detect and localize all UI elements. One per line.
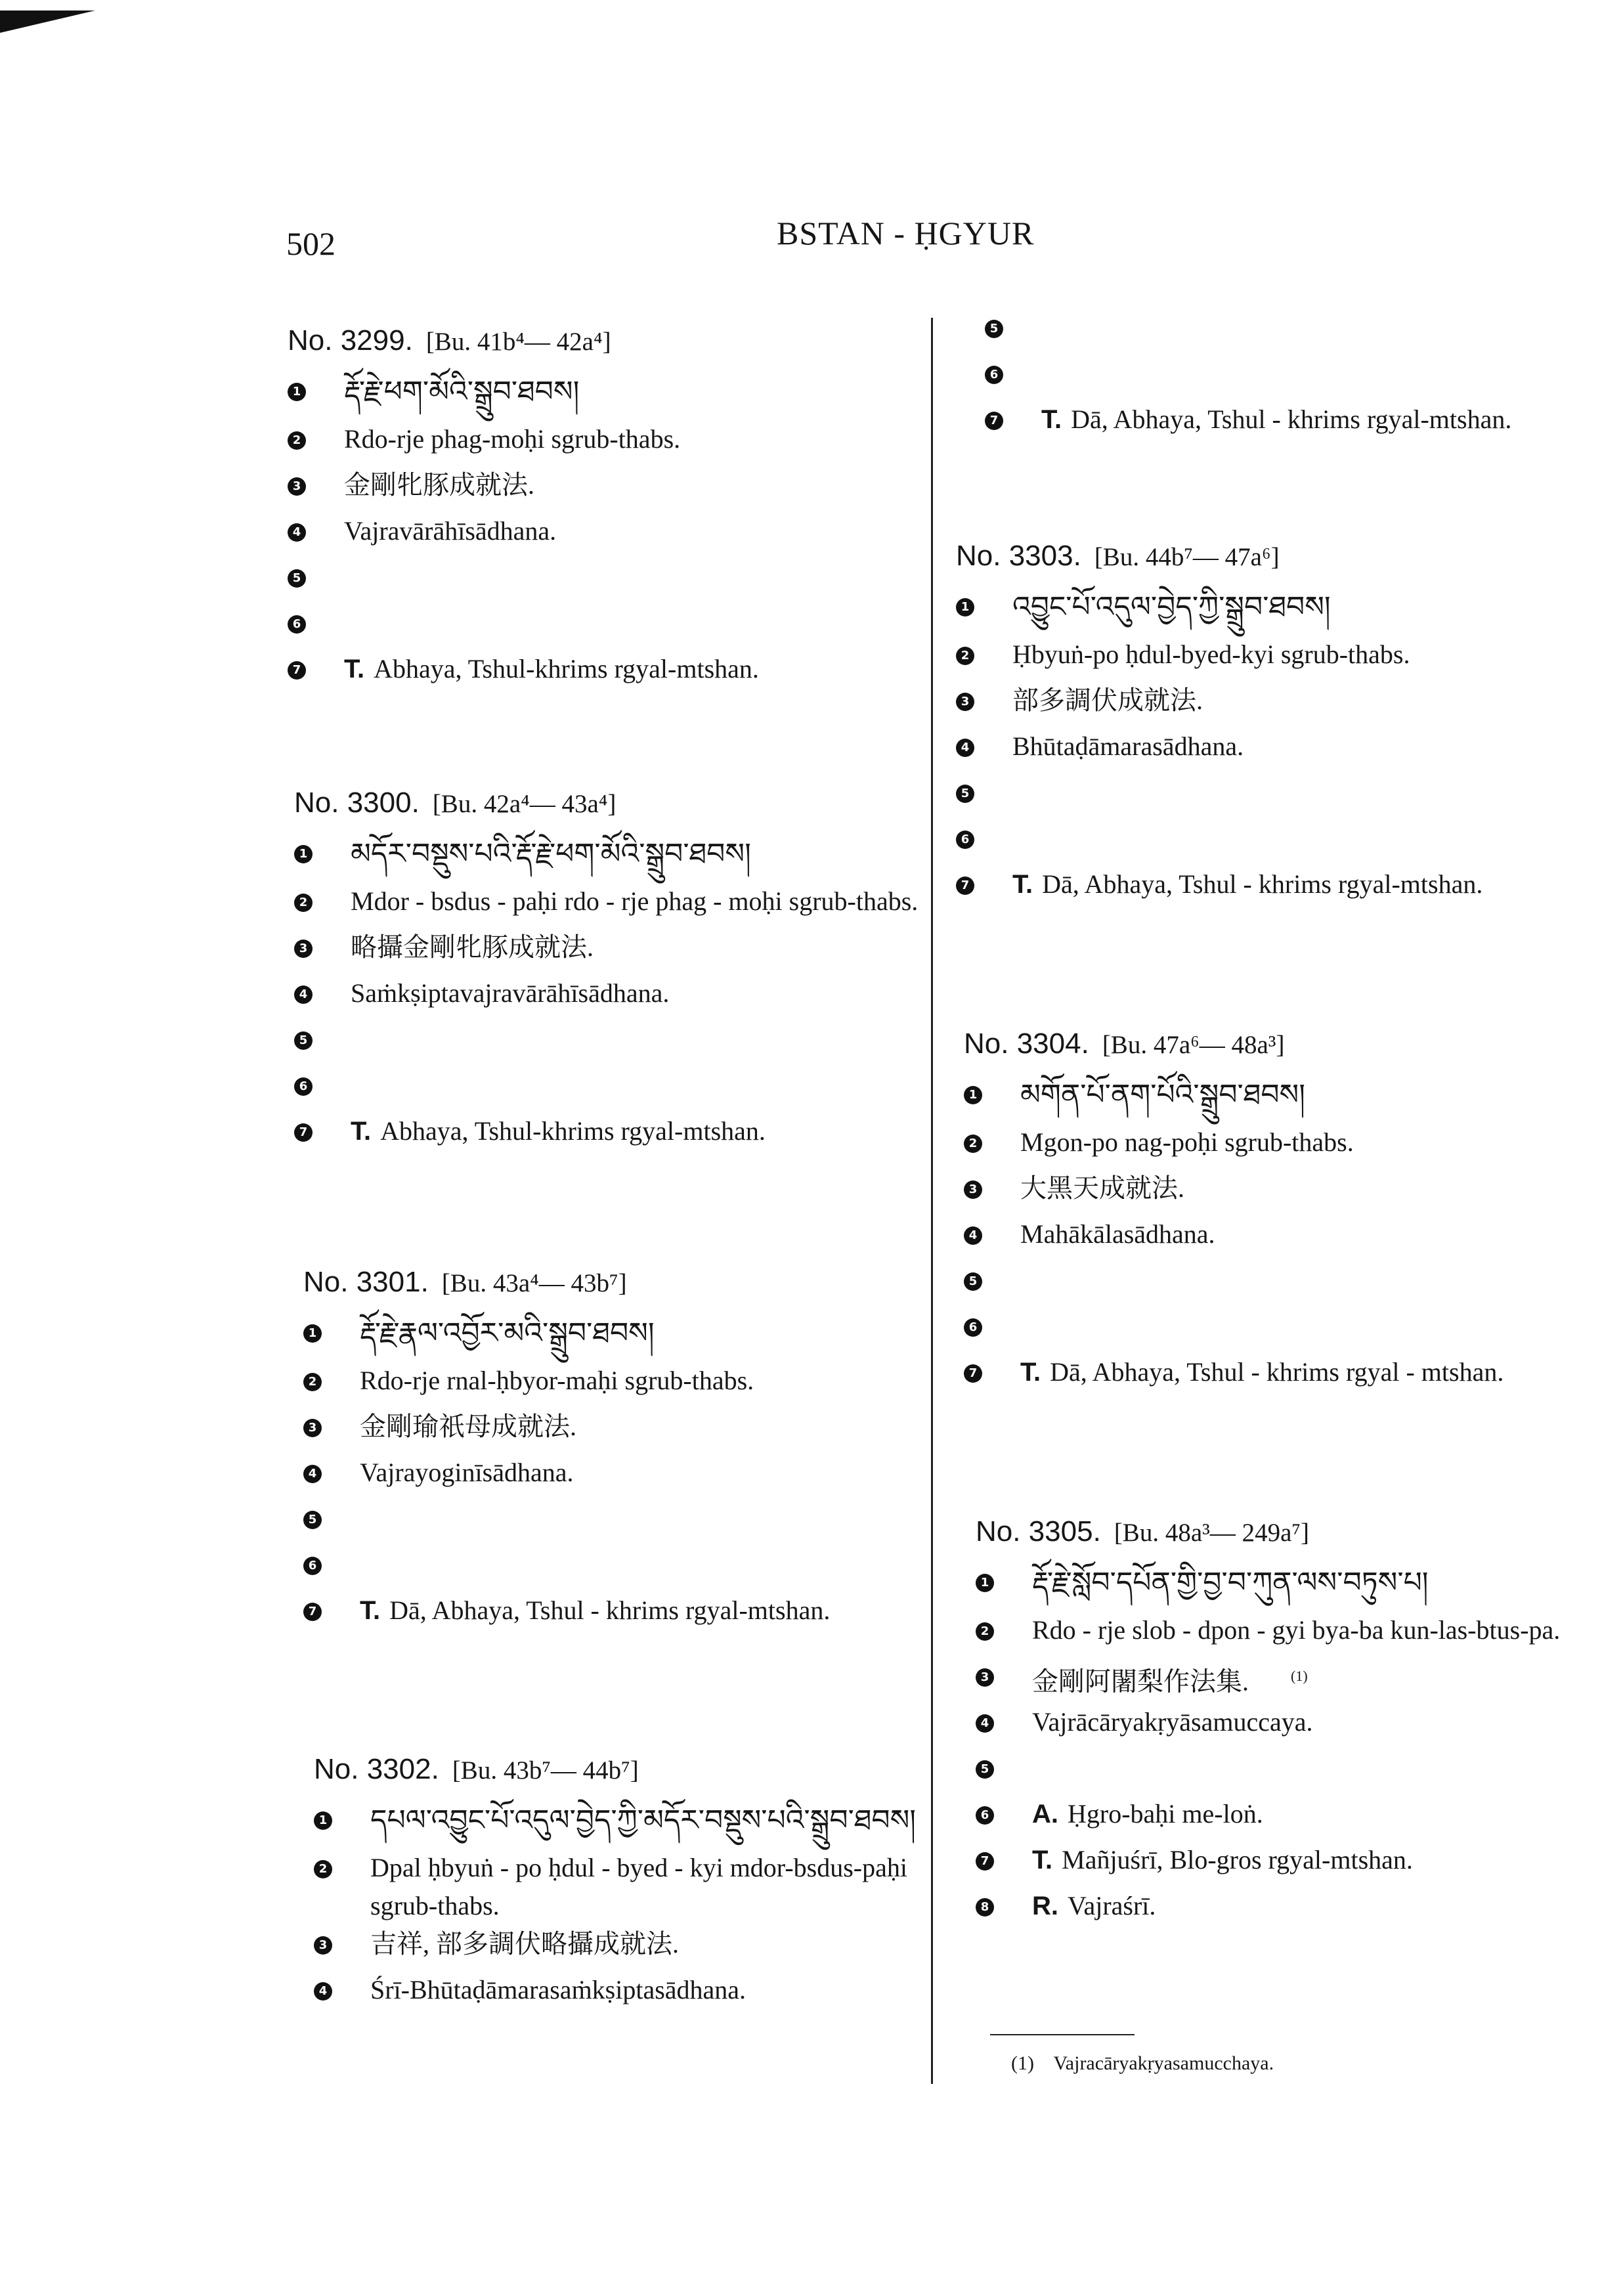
- field-number-badge: 1: [303, 1324, 322, 1343]
- field-role-label: T.: [1032, 1846, 1053, 1874]
- field-text: Vajrayoginīsādhana.: [360, 1458, 574, 1487]
- field-text: Vajravārāhīsādhana.: [344, 516, 557, 546]
- entry-field-4: [303, 1454, 931, 1500]
- entry-field-5: [294, 1020, 931, 1066]
- field-number-badge: 4: [314, 1982, 332, 2001]
- field-number-badge: 5: [976, 1760, 994, 1779]
- field-number-badge: 4: [303, 1465, 322, 1483]
- field-number-badge: 1: [294, 845, 313, 863]
- field-number-badge: 2: [288, 431, 306, 450]
- field-text: མགོན་པོ་ནག་པོའི་སྒྲུབ་ཐབས།: [1020, 1078, 1306, 1112]
- field-number-badge: 7: [294, 1123, 313, 1142]
- entry-folio-range: [Bu. 43a⁴— 43b⁷]: [441, 1269, 627, 1297]
- entry-field-4: [288, 512, 931, 558]
- entry-number: No. 3305.: [976, 1515, 1101, 1548]
- field-text: Dpal ḥbyuṅ - po ḥdul - byed - kyi mdor-bsdus-paḥi sgrub-thabs.: [370, 1853, 907, 1920]
- entry-field-5: [956, 773, 1612, 819]
- entry-folio-range: [Bu. 48a³— 249a⁷]: [1114, 1519, 1309, 1547]
- entry-field-2: [956, 636, 1612, 682]
- field-number-badge: 2: [303, 1373, 322, 1391]
- right-column: [932, 0, 1623, 2296]
- entry-field-2: [964, 1123, 1614, 1169]
- field-role-label: R.: [1032, 1892, 1058, 1920]
- entry-field-3: [956, 682, 1612, 727]
- field-number-badge: 1: [976, 1574, 994, 1592]
- field-number-badge: 6: [288, 615, 306, 634]
- entry-folio-range: [Bu. 44b⁷— 47a⁶]: [1094, 543, 1280, 571]
- entry-field-6: [985, 355, 1623, 401]
- entry-number: No. 3301.: [303, 1266, 429, 1298]
- entry-folio-range: [Bu. 43b⁷— 44b⁷]: [452, 1756, 639, 1785]
- entry-field-2: [976, 1611, 1612, 1657]
- field-number-badge: 4: [976, 1714, 994, 1733]
- entry-field-1: [956, 579, 1612, 636]
- footnote-rule: [990, 2034, 1135, 2035]
- field-role-label: T.: [351, 1117, 372, 1146]
- field-number-badge: 6: [985, 366, 1003, 384]
- running-title: BSTAN - ḤGYUR: [777, 215, 1035, 251]
- field-number-badge: 3: [956, 693, 974, 711]
- field-text: Dā, Abhaya, Tshul - khrims rgyal-mtshan.: [389, 1595, 831, 1625]
- field-number-badge: 2: [294, 894, 313, 912]
- entry-field-5: [303, 1500, 931, 1546]
- entry-header: [294, 780, 931, 826]
- entry-field-1: [294, 826, 931, 882]
- entry-number: No. 3300.: [294, 787, 420, 819]
- field-number-badge: 2: [976, 1622, 994, 1641]
- entry-field-7: [976, 1841, 1612, 1887]
- entry-field-7: [288, 650, 931, 696]
- catalog-entry: [303, 1259, 931, 1637]
- entry-field-6: [956, 819, 1612, 865]
- field-role-label: T.: [344, 655, 365, 683]
- entry-field-6: [964, 1307, 1614, 1353]
- page-number: 502: [286, 225, 335, 262]
- field-text: Vajraśrī.: [1068, 1891, 1156, 1920]
- entry-number: No. 3304.: [964, 1028, 1089, 1060]
- field-text: Saṁkṣiptavajravārāhīsādhana.: [351, 978, 670, 1008]
- footnote-text: Vajracāryakṛyasamucchaya.: [1053, 2052, 1274, 2074]
- entry-field-4: [956, 727, 1612, 773]
- entry-field-3: [964, 1169, 1614, 1215]
- entry-field-6: [294, 1066, 931, 1112]
- entry-field-6: [976, 1795, 1612, 1841]
- field-text: Śrī-Bhūtaḍāmarasaṁkṣiptasādhana.: [370, 1975, 747, 2004]
- footnote-reference: (1): [1291, 1668, 1308, 1684]
- field-text: Vajrācāryakṛyāsamuccaya.: [1032, 1707, 1313, 1737]
- field-number-badge: 1: [288, 383, 306, 401]
- entry-field-1: [314, 1792, 931, 1849]
- entry-field-8: [976, 1887, 1612, 1933]
- entry-header: [956, 533, 1612, 579]
- field-text: Mgon-po nag-poḥi sgrub-thabs.: [1020, 1127, 1354, 1157]
- field-number-badge: 8: [976, 1898, 994, 1917]
- field-number-badge: 7: [288, 661, 306, 680]
- catalog-entry: [985, 309, 1623, 446]
- catalog-entry: [964, 1021, 1614, 1399]
- entry-field-5: [288, 558, 931, 604]
- field-number-badge: 7: [956, 877, 974, 895]
- field-number-badge: 5: [294, 1031, 313, 1050]
- field-text: མདོར་བསྡུས་པའི་རྡོ་རྗེ་ཕག་མོའི་སྒྲུབ་ཐབས།: [351, 837, 751, 871]
- entry-field-7: [294, 1112, 931, 1158]
- catalog-entry: [288, 318, 931, 696]
- entry-header: [976, 1509, 1612, 1555]
- entry-header: [314, 1746, 931, 1792]
- entry-field-7: [964, 1353, 1614, 1399]
- field-text: རྡོ་རྗེ་སློབ་དཔོན་གྱི་བྱ་བ་ཀུན་ལས་བཏུས་པ།: [1032, 1566, 1429, 1599]
- field-number-badge: 7: [985, 412, 1003, 430]
- field-number-badge: 2: [314, 1860, 332, 1878]
- field-text: Dā, Abhaya, Tshul - khrims rgyal-mtshan.: [1042, 869, 1483, 899]
- field-number-badge: 7: [964, 1364, 982, 1383]
- field-number-badge: 3: [294, 940, 313, 958]
- field-role-label: A.: [1032, 1800, 1058, 1829]
- entry-field-2: [303, 1362, 931, 1408]
- field-number-badge: 2: [956, 647, 974, 665]
- catalog-entry: [956, 533, 1612, 911]
- field-text: Ḥgro-baḥi me-loṅ.: [1068, 1799, 1263, 1829]
- field-number-badge: 4: [956, 739, 974, 757]
- field-text: 部多調伏成就法.: [1012, 685, 1203, 715]
- field-text: འབྱུང་པོ་འདུལ་བྱེད་ཀྱི་སྒྲུབ་ཐབས།: [1012, 590, 1331, 624]
- field-number-badge: 3: [976, 1668, 994, 1687]
- entry-field-4: [314, 1971, 931, 2017]
- catalog-entry: [976, 1509, 1612, 1933]
- field-role-label: T.: [360, 1596, 381, 1625]
- field-number-badge: 4: [288, 523, 306, 542]
- field-text: Abhaya, Tshul-khrims rgyal-mtshan.: [380, 1116, 766, 1146]
- field-text: Rdo - rje slob - dpon - gyi bya-ba kun-las-btus-pa.: [1032, 1615, 1561, 1645]
- field-text: 大黑天成就法.: [1020, 1173, 1184, 1203]
- field-number-badge: 4: [964, 1226, 982, 1245]
- entry-field-7: [956, 865, 1612, 911]
- entry-header: [964, 1021, 1614, 1067]
- footnote: [1011, 2052, 1274, 2075]
- entry-field-4: [964, 1215, 1614, 1261]
- field-text: Mdor - bsdus - paḥi rdo - rje phag - moḥi sgrub-thabs.: [351, 886, 919, 916]
- field-number-badge: 6: [956, 831, 974, 849]
- field-role-label: T.: [1041, 405, 1062, 434]
- field-text: Dā, Abhaya, Tshul - khrims rgyal-mtshan.: [1071, 404, 1512, 434]
- entry-field-1: [303, 1305, 931, 1362]
- field-number-badge: 7: [976, 1852, 994, 1871]
- entry-folio-range: [Bu. 47a⁶— 48a³]: [1102, 1031, 1285, 1059]
- field-text: 略攝金剛牝豚成就法.: [351, 932, 594, 962]
- field-text: Bhūtaḍāmarasādhana.: [1012, 731, 1244, 761]
- entry-field-7: [985, 401, 1623, 446]
- entry-number: No. 3303.: [956, 540, 1081, 572]
- field-number-badge: 2: [964, 1135, 982, 1153]
- entry-field-2: [314, 1849, 931, 1925]
- field-number-badge: 3: [303, 1419, 322, 1437]
- field-text: Rdo-rje rnal-ḥbyor-maḥi sgrub-thabs.: [360, 1366, 754, 1395]
- field-number-badge: 6: [976, 1806, 994, 1825]
- entry-field-5: [985, 309, 1623, 355]
- field-text: Abhaya, Tshul-khrims rgyal-mtshan.: [374, 654, 759, 683]
- field-text: Mahākālasādhana.: [1020, 1219, 1215, 1249]
- footnote-marker: (1): [1011, 2052, 1034, 2074]
- entry-field-5: [964, 1261, 1614, 1307]
- entry-field-6: [303, 1546, 931, 1592]
- entry-field-2: [294, 882, 931, 928]
- entry-field-3: [288, 466, 931, 512]
- entry-field-5: [976, 1749, 1612, 1795]
- entry-field-6: [288, 604, 931, 650]
- field-text: དཔལ་འབྱུང་པོ་འདུལ་བྱེད་ཀྱི་མདོར་བསྡུས་པའི་སྒྲུབ་ཐབས།: [370, 1804, 917, 1837]
- entry-header: [303, 1259, 931, 1305]
- entry-field-1: [976, 1555, 1612, 1611]
- field-number-badge: 7: [303, 1603, 322, 1621]
- field-number-badge: 5: [303, 1511, 322, 1529]
- field-number-badge: 4: [294, 986, 313, 1004]
- field-number-badge: 5: [288, 569, 306, 588]
- entry-field-2: [288, 420, 931, 466]
- field-number-badge: 6: [303, 1557, 322, 1575]
- entry-folio-range: [Bu. 41b⁴— 42a⁴]: [425, 328, 611, 356]
- entry-field-3: [303, 1408, 931, 1454]
- field-number-badge: 5: [985, 320, 1003, 338]
- entry-field-3: [294, 928, 931, 974]
- field-text: Mañjuśrī, Blo-gros rgyal-mtshan.: [1062, 1845, 1413, 1874]
- field-text: 吉祥, 部多調伏略攝成就法.: [370, 1929, 679, 1959]
- field-number-badge: 3: [964, 1180, 982, 1199]
- field-number-badge: 1: [964, 1086, 982, 1104]
- entry-field-3: [314, 1925, 931, 1971]
- field-number-badge: 3: [288, 477, 306, 496]
- field-number-badge: 6: [294, 1077, 313, 1096]
- catalog-entry: [294, 780, 931, 1158]
- entry-field-1: [288, 364, 931, 420]
- field-role-label: T.: [1012, 870, 1033, 899]
- entry-number: No. 3299.: [288, 324, 413, 357]
- field-text: Ḥbyuṅ-po ḥdul-byed-kyi sgrub-thabs.: [1012, 639, 1410, 669]
- entry-field-3: [976, 1657, 1612, 1703]
- field-role-label: T.: [1020, 1358, 1041, 1387]
- entry-field-1: [964, 1067, 1614, 1123]
- field-number-badge: 1: [314, 1811, 332, 1830]
- field-number-badge: 1: [956, 598, 974, 617]
- entry-field-4: [976, 1703, 1612, 1749]
- field-text: Rdo-rje phag-moḥi sgrub-thabs.: [344, 424, 681, 454]
- catalog-entry: [314, 1746, 931, 2017]
- field-text: རྡོ་རྗེ་རྣལ་འབྱོར་མའི་སྒྲུབ་ཐབས།: [360, 1316, 655, 1350]
- field-number-badge: 6: [964, 1318, 982, 1337]
- entry-field-4: [294, 974, 931, 1020]
- field-number-badge: 5: [964, 1272, 982, 1291]
- field-text: 金剛阿闍梨作法集.: [1032, 1666, 1249, 1697]
- field-number-badge: 5: [956, 785, 974, 803]
- entry-folio-range: [Bu. 42a⁴— 43a⁴]: [432, 790, 617, 818]
- entry-number: No. 3302.: [314, 1753, 439, 1785]
- field-text: Dā, Abhaya, Tshul - khrims rgyal - mtshan.: [1050, 1357, 1504, 1387]
- entry-header: [288, 318, 931, 364]
- field-text: 金剛瑜祇母成就法.: [360, 1412, 576, 1441]
- field-number-badge: 3: [314, 1936, 332, 1955]
- entry-field-7: [303, 1592, 931, 1637]
- field-text: རྡོ་རྗེ་ཕག་མོའི་སྒྲུབ་ཐབས།: [344, 375, 580, 408]
- field-text: 金剛牝豚成就法.: [344, 470, 534, 500]
